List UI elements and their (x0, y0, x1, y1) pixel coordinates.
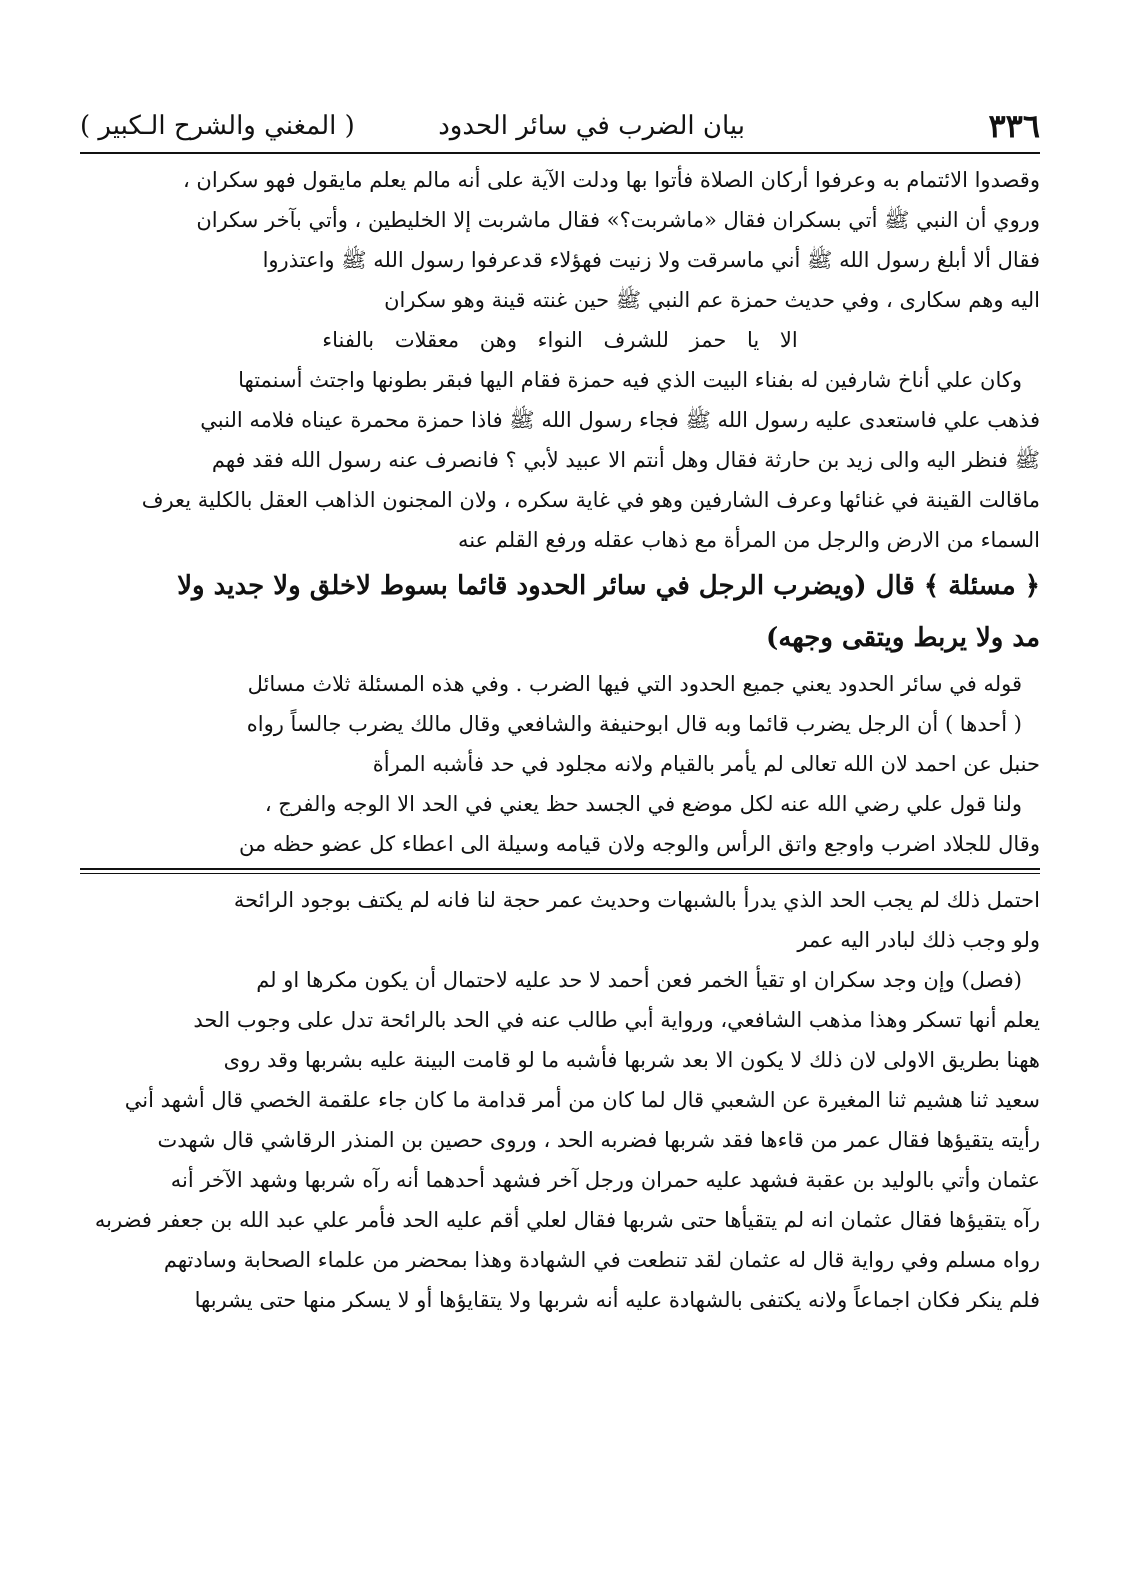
lower-text-block (80, 880, 1040, 1320)
text-line: حنبل عن احمد لان الله تعالى لم يأمر بالقيام ولانه مجلود في حد فأشبه المرأة (372, 752, 1040, 776)
document-page (80, 100, 1040, 1320)
text-line: وروي أن النبي ﷺ أتي بسكران فقال «ماشربت؟» فقال ماشربت إلا الخليطين ، وأتي بآخر سكران (196, 208, 1040, 232)
header-rule (80, 152, 1040, 154)
text-line: رآه يتقيؤها فقال عثمان انه لم يتقيأها حتى شربها فقال لعلي أقم عليه الحد فأمر علي عبد الله بن جعفر فضربه (94, 1208, 1040, 1232)
text-line: ولو وجب ذلك لبادر اليه عمر (797, 928, 1040, 952)
text-line: سعيد ثنا هشيم ثنا المغيرة عن الشعبي قال لما كان من أمر قدامة ما كان جاء علقمة الخصي قال أشهد أني (124, 1088, 1040, 1112)
text-line: (فصل) وإن وجد سكران او تقيأ الخمر فعن أحمد لا حد عليه لاحتمال أن يكون مكرها او لم (256, 968, 1022, 992)
text-line: احتمل ذلك لم يجب الحد الذي يدرأ بالشبهات وحديث عمر حجة لنا فانه لم يكتف بوجود الرائحة (233, 888, 1040, 912)
masala-line: مد ولا يربط ويتقى وجهه) (766, 623, 1040, 653)
book-title: ( المغني والشرح الـكبير ) (80, 111, 355, 141)
text-line: رأيته يتقيؤها فقال عمر من قاءها فقد شربها فضربه الحد ، وروى حصين بن المنذر الرقاشي قال شهدت (157, 1128, 1040, 1152)
text-line: ( أحدها ) أن الرجل يضرب قائما وبه قال ابوحنيفة والشافعي وقال مالك يضرب جالساً رواه (246, 712, 1022, 736)
text-line: اليه وهم سكارى ، وفي حديث حمزة عم النبي ﷺ حين غنته قينة وهو سكران (384, 288, 1040, 312)
masala-line: ﴿ مسئلة ﴾ قال (ويضرب الرجل في سائر الحدود قائما بسوط لاخلق ولا جديد ولا (177, 571, 1040, 601)
text-line: السماء من الارض والرجل من المرأة مع ذهاب عقله ورفع القلم عنه (457, 528, 1040, 552)
text-line: فذهب علي فاستعدى عليه رسول الله ﷺ فجاء رسول الله ﷺ فاذا حمزة محمرة عيناه فلامه النبي (200, 408, 1040, 432)
text-line: ولنا قول علي رضي الله عنه لكل موضع في الجسد حظ يعني في الحد الا الوجه والفرج ، (264, 792, 1022, 816)
text-line: عثمان وأتي بالوليد بن عقبة فشهد عليه حمران ورجل آخر فشهد أحدهما أنه رآه شربها وشهد الآخر أنه (170, 1168, 1040, 1192)
text-line: ﷺ فنظر اليه والى زيد بن حارثة فقال وهل أنتم الا عبيد لأبي ؟ فانصرف عنه رسول الله فقد فهم (211, 448, 1040, 472)
text-line: ماقالت القينة في غنائها وعرف الشارفين وهو في غاية سكره ، ولان المجنون الذاهب العقل بالكلية يعرف (141, 488, 1040, 512)
page-number: ٣٣٦ (988, 107, 1040, 145)
upper-text-block (80, 160, 1040, 560)
text-line: رواه مسلم وفي رواية قال له عثمان لقد تنطعت في الشهادة وهذا بمحضر من علماء الصحابة وسادتهم (163, 1248, 1040, 1272)
section-divider (80, 868, 1040, 874)
text-line: ههنا بطريق الاولى لان ذلك لا يكون الا بعد شربها فأشبه ما لو قامت البينة عليه بشربها وقد روى (223, 1048, 1040, 1072)
text-line: فقال ألا أبلغ رسول الله ﷺ أني ماسرقت ولا زنيت فهؤلاء قدعرفوا رسول الله ﷺ واعتذروا (262, 248, 1040, 272)
text-line: وكان علي أناخ شارفين له بفناء البيت الذي فيه حمزة فقام اليها فبقر بطونها واجتث أسنمتها (238, 368, 1022, 392)
text-line: فلم ينكر فكان اجماعاً ولانه يكتفى بالشهادة عليه أنه شربها ولا يتقايؤها أو لا يسكر منها حتى يشربها (194, 1288, 1040, 1312)
verse-line: الا يا حمز للشرف النواء وهن معقلات بالفناء (322, 328, 798, 352)
commentary-block (80, 664, 1040, 864)
masala-heading (80, 560, 1040, 664)
text-line: وقال للجلاد اضرب واوجع واتق الرأس والوجه ولان قيامه وسيلة الى اعطاء كل عضو حظه من (238, 832, 1040, 856)
running-header (80, 100, 1040, 152)
section-title: بيان الضرب في سائر الحدود (438, 111, 745, 141)
text-line: يعلم أنها تسكر وهذا مذهب الشافعي، ورواية أبي طالب عنه في الحد بالرائحة تدل على وجوب الحد (193, 1008, 1040, 1032)
text-line: قوله في سائر الحدود يعني جميع الحدود التي فيها الضرب . وفي هذه المسئلة ثلاث مسائل (247, 672, 1022, 696)
text-line: وقصدوا الائتمام به وعرفوا أركان الصلاة فأتوا بها ودلت الآية على أنه مالم يعلم مايقول فهو سكران ، (182, 168, 1040, 192)
